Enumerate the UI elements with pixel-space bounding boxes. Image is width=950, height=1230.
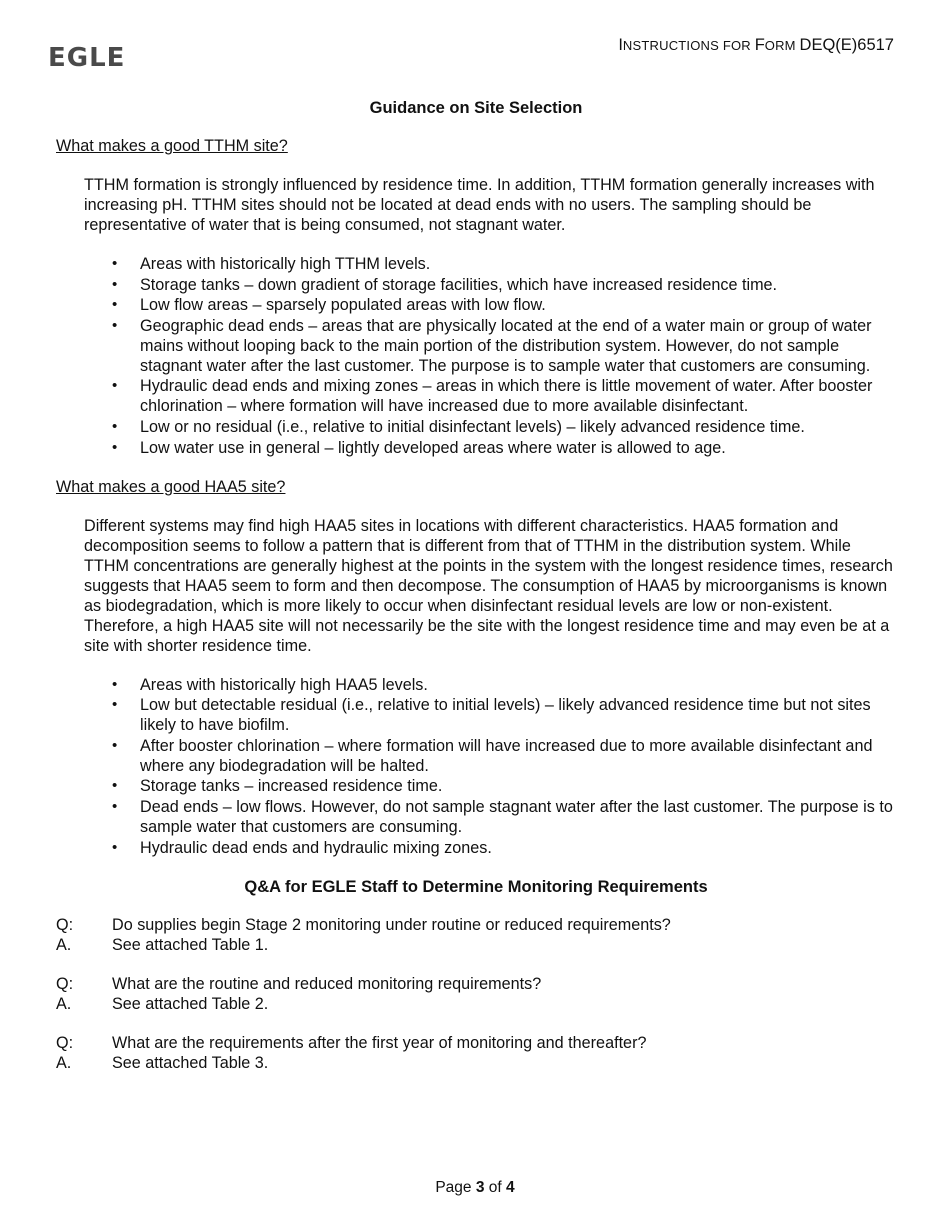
page-number — [0, 1178, 950, 1198]
qa-question-key: Q: — [56, 1033, 74, 1052]
form-title-cap-1: I — [618, 36, 623, 54]
qa-item — [56, 1033, 896, 1073]
page-word: Page — [435, 1179, 472, 1196]
page-total: 4 — [506, 1179, 515, 1196]
list-item: • Low but detectable residual (i.e., relative to initial levels) – likely advanced residence time but not sites likely to have biofilm. — [140, 695, 896, 735]
list-item: • After booster chlorination – where formation will have increased due to more available disinfectant and where any biodegradation will be halted. — [140, 736, 896, 776]
form-title — [618, 35, 894, 56]
form-title-cap-2: F — [754, 36, 765, 54]
qa-answer: See attached Table 2. — [112, 994, 269, 1013]
haa5-heading: What makes a good HAA5 site? — [56, 477, 286, 496]
form-title-small-2: ORM — [764, 38, 800, 53]
tthm-bullet-list — [56, 254, 896, 458]
list-item: • Hydraulic dead ends and mixing zones – areas in which there is little movement of water. After booster chlorination – where formation will have increased due to more available disinfectant. — [140, 376, 896, 416]
page-current: 3 — [475, 1179, 485, 1196]
list-item: • Low or no residual (i.e., relative to initial disinfectant levels) – likely advanced residence time. — [140, 417, 896, 437]
qa-question: What are the routine and reduced monitoring requirements? — [112, 974, 542, 993]
list-item: • Areas with historically high TTHM levels. — [140, 254, 896, 274]
qa-answer: See attached Table 3. — [112, 1053, 269, 1072]
egle-logo: EGLE — [48, 43, 126, 73]
qa-question-key: Q: — [56, 974, 74, 993]
qa-answer-key: A. — [56, 994, 72, 1013]
qa-item — [56, 974, 896, 1014]
form-id: DEQ(E)6517 — [799, 36, 894, 54]
list-item: • Dead ends – low flows. However, do not sample stagnant water after the last customer. The purpose is to sample water that customers are consuming. — [140, 797, 896, 837]
list-item: • Storage tanks – down gradient of storage facilities, which have increased residence time. — [140, 275, 896, 295]
qa-answer: See attached Table 1. — [112, 935, 269, 954]
list-item: • Storage tanks – increased residence time. — [140, 776, 896, 796]
document-body — [56, 98, 896, 1092]
qa-question: What are the requirements after the first year of monitoring and thereafter? — [112, 1033, 647, 1052]
qa-answer-key: A. — [56, 1053, 72, 1072]
list-item: • Geographic dead ends – areas that are physically located at the end of a water main or group of water mains without looping back to the main portion of the distribution system. However, do not sample stagnant water after the last customer. The purpose is to sample water that customers are consuming. — [140, 316, 896, 376]
form-title-small-1: NSTRUCTIONS FOR — [622, 38, 755, 53]
tthm-heading: What makes a good TTHM site? — [56, 137, 288, 155]
qa-title: Q&A for EGLE Staff to Determine Monitoring Requirements — [244, 877, 708, 896]
qa-answer-key: A. — [56, 935, 72, 954]
qa-question-key: Q: — [56, 915, 74, 934]
list-item: • Hydraulic dead ends and hydraulic mixing zones. — [140, 838, 896, 858]
list-item: • Areas with historically high HAA5 levels. — [140, 675, 896, 695]
haa5-bullet-list — [56, 675, 896, 858]
of-word: of — [488, 1179, 502, 1196]
page-title: Guidance on Site Selection — [369, 99, 583, 117]
list-item: • Low water use in general – lightly developed areas where water is allowed to age. — [140, 438, 896, 458]
tthm-paragraph: TTHM formation is strongly influenced by residence time. In addition, TTHM formation generally increases with increasing pH. TTHM sites should not be located at dead ends with no users. The sampling should be representative of water that is being consumed, not stagnant water. — [84, 176, 875, 234]
qa-item — [56, 915, 896, 955]
haa5-paragraph: Different systems may find high HAA5 sites in locations with different characteristics. HAA5 formation and decomposition seems to follow a pattern that is different from that of TTHM in the distribution system. While TTHM concentrations are generally highest at the points in the system with the longest residence times, research suggests that HAA5 seem to form and then decompose. The consumption of HAA5 by microorganisms is known as biodegradation, which is more likely to occur when disinfectant residual levels are low or non-existent. Therefore, a high HAA5 site will not necessarily be the site with the longest residence time and may even be at a site with shorter residence time. — [84, 516, 893, 655]
qa-question: Do supplies begin Stage 2 monitoring under routine or reduced requirements? — [112, 915, 671, 934]
list-item: • Low flow areas – sparsely populated areas with low flow. — [140, 295, 896, 315]
